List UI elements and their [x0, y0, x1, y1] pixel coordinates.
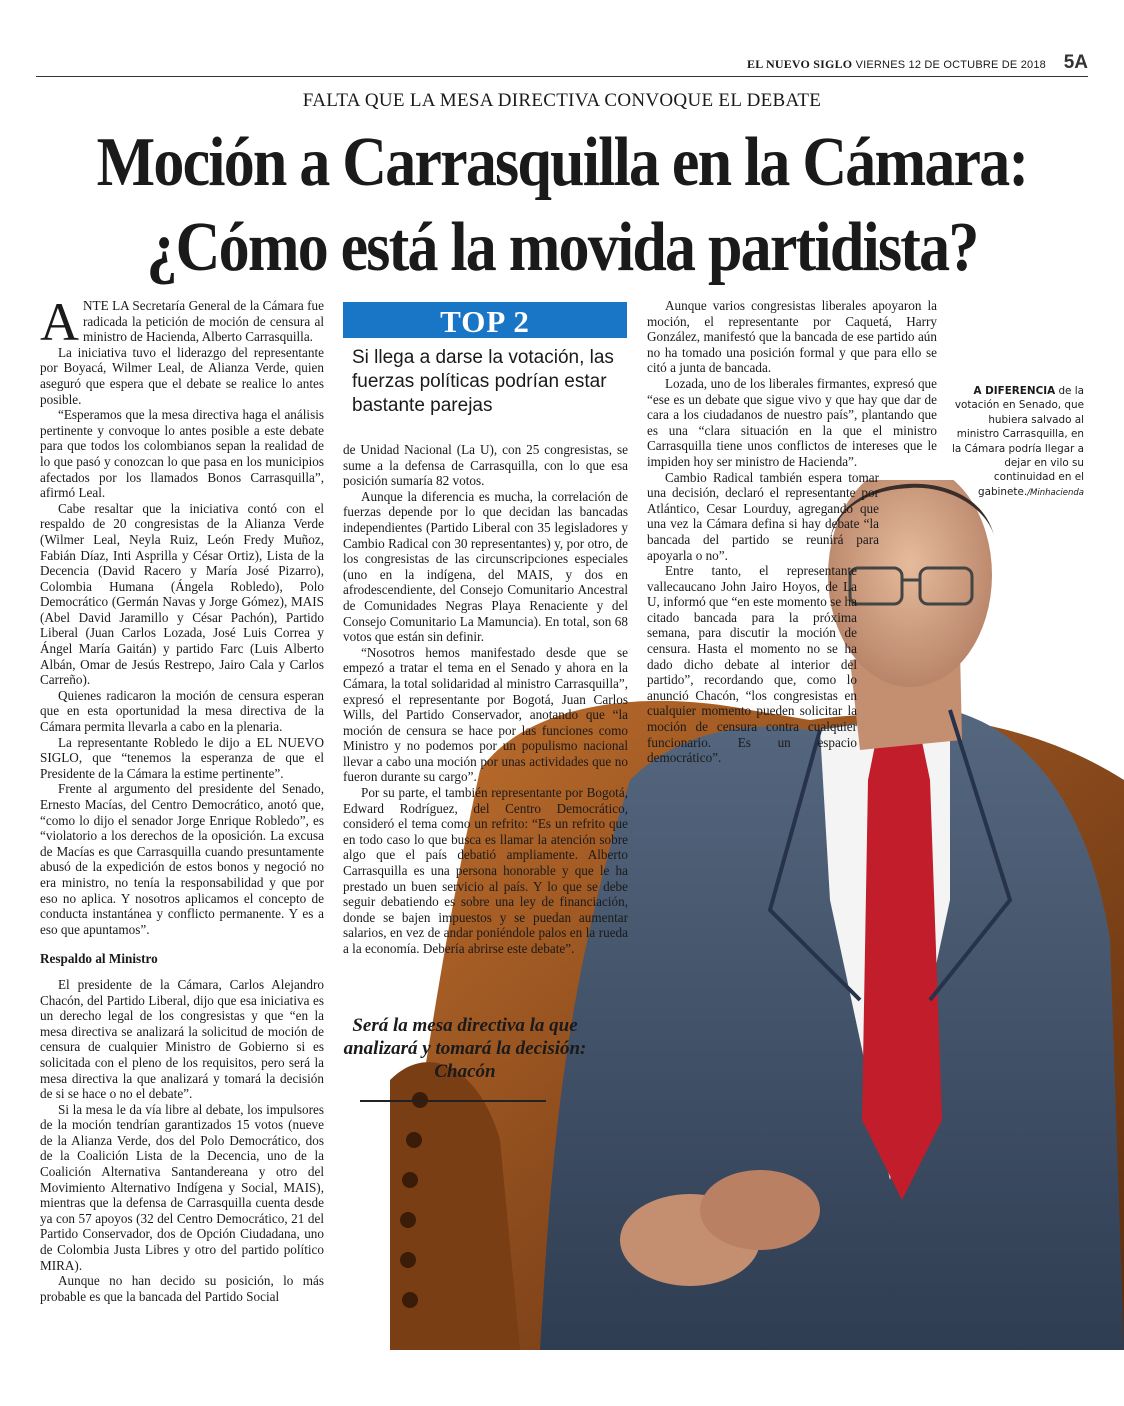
- paragraph: Lozada, uno de los liberales firmantes, expresó que “ese es un debate que sigue vivo y que hay que dar de cara a los ciudadanos de nuestro país”, plantando que es una “clara situación en la que el ministro Carrasquilla tiene unos conflictos de intereses que le impiden hoy ser ministro de Hacienda”.: [647, 375, 937, 469]
- section-subhead: Respaldo al Ministro: [40, 951, 158, 967]
- masthead-meta: [747, 57, 1046, 72]
- top-rule: [36, 76, 1088, 77]
- article-column-3: [647, 298, 937, 766]
- paragraph: NTE LA Secretaría General de la Cámara fue radicada la petición de moción de censura al ministro de Hacienda, Alberto Carrasquilla.: [83, 298, 324, 345]
- top-badge: [343, 302, 627, 338]
- paragraph: “Esperamos que la mesa directiva haga el análisis pertinente y convoque lo antes posible a este debate para que todos los colombianos sepan la realidad de lo que pasó y conozcan lo que pasa en los municipios afectados por los llamados Bonos Carrasquilla”, afirmó Leal.: [40, 407, 324, 501]
- paragraph: Cabe resaltar que la iniciativa contó con el respaldo de 20 congresistas de la Alianza Verde (Wilmer Leal, Neyla Ruiz, León Fredy Muñoz, Fabián Díaz, Inti Asprilla y César Ortiz), Lista de la Decencia (David Racero y María José Pizarro), Colombia Humana (Ángela Robledo), Polo Democrático (Germán Navas y Jorge Gómez), MAIS (Abel David Jaramillo y César Pachón), Partido Liberal (Juan Carlos Lozada, José Luis Correa y Ángel María Gaitán) y partido Farc (Luis Alberto Albán, Omar de Jesús Restrepo, Jairo Cala y Carlos Carreño).: [40, 500, 324, 688]
- edition-date: VIERNES 12 DE OCTUBRE DE 2018: [855, 59, 1046, 71]
- paragraph: Si la mesa le da vía libre al debate, los impulsores de la moción tendrían garantizados 15 votos (nueve de la Alianza Verde, dos del Polo Democrático, dos de la Coalición Lista de la Decencia, uno de la Coalición Alternativa Santandereana y otro del Movimiento Alternativo Indígena y Social, MAIS), mientras que la defensa de Carrasquilla cuenta desde ya con 57 apoyos (32 del Centro Democrático, 21 del Partido Conservador, dos de Opción Ciudadana, uno de Colombia Justa Libres y otro del partido político MIRA).: [40, 1101, 324, 1273]
- headline: [0, 120, 1124, 290]
- paragraph: Quienes radicaron la moción de censura esperan que en esta oportunidad la mesa directiva de la Cámara permita llevarla a cabo en la plenaria.: [40, 687, 324, 735]
- masthead: [36, 52, 1088, 72]
- paragraph: “Nosotros hemos manifestado desde que se empezó a tratar el tema en el Senado y ahora en la Cámara, la total solidaridad al ministro Carrasquilla”, expresó el representante por Bogotá, Juan Carlos Wills, del Partido Conservador, anotando que “la moción de censura se hace por las funciones como Ministro y no podemos por un populismo nacional llevar a cabo una moción por unas actividades que no fueron durante su cargo”.: [343, 644, 628, 785]
- caption-text: de la votación en Senado, que hubiera salvado al ministro Carrasquilla, en la Cámara podría llegar a dejar en vilo su continuidad en el gabinete.: [951, 385, 1084, 498]
- kicker: FALTA QUE LA MESA DIRECTIVA CONVOQUE EL DEBATE: [302, 90, 822, 111]
- pull-quote: Será la mesa directiva la que analizará y tomará la decisión: Chacón: [343, 1015, 587, 1082]
- paragraph: El presidente de la Cámara, Carlos Alejandro Chacón, del Partido Liberal, dijo que esa iniciativa es un derecho legal de los congresistas y que “en la mesa directiva se analizará la solicitud de moción de censura de cualquier Ministro de Gobierno si es solicitada con el pleno de los requisitos, pero será la mesa directiva la que analizará y tomará la decisión de si se hace o no el debate”.: [40, 976, 324, 1102]
- paragraph: Aunque varios congresistas liberales apoyaron la moción, el representante por Caquetá, Harry González, manifestó que la bancada de ese partido aún no ha tomado una posición formal y que para ello se citó a junta de bancada.: [647, 298, 937, 376]
- paragraph: Entre tanto, el representante vallecaucano John Jairo Hoyos, de La U, informó que “en este momento se ha citado bancada para la próxima semana, para discutir la moción de censura. Hasta el momento no se ha dado dicho debate al interior del partido”, recordando que, como lo anunció Chacón, “los congresistas en cualquier momento pueden solicitar la moción de censura contra cualquier funcionario. Es un espacio democrático”.: [647, 563, 857, 766]
- paragraph: Frente al argumento del presidente del Senado, Ernesto Macías, del Centro Democrático, anotó que, “como lo dijo el senador Jorge Enrique Robledo”, es “violatorio a los derechos de la oposición. La excusa de Macías es que Carrasquilla cuando presuntamente abusó de la expedición de estos bonos y negoció no era ministro, no tenía la responsabilidad y que por eso no aplica. Y nosotros aplicamos el concepto de conducta instantánea y conflicto permanente. Y es a eso que apuntamos”.: [40, 781, 324, 937]
- photo-credit: /Minhacienda: [1027, 487, 1084, 498]
- paragraph: Aunque no han decido su posición, lo más probable es que la bancada del Partido Social: [40, 1273, 324, 1304]
- photo-caption: [948, 384, 1084, 500]
- pull-quote-rule: [360, 1100, 546, 1102]
- headline-line-2: ¿Cómo está la movida partidista?: [146, 209, 978, 286]
- drop-cap: A: [40, 292, 79, 352]
- paragraph: Por su parte, el también representante por Bogotá, Edward Rodríguez, del Centro Democrático, consideró el tema como un refrito: “Es un refrito que en todo caso lo que busca es llamar la atención sobre algo que el país debatió ampliamente. Alberto Carrasquilla es una persona honorable y que le ha prestado un buen servicio al país. Y lo que se debe seguir debatiendo es sobre una ley de financiación, donde se bajen impuestos y se puedan aumentar salarios, en vez de andar poniéndole palos en la rueda a la economía. Debería abrirse este debate”.: [343, 785, 628, 956]
- top-subtitle: Si llega a darse la votación, las fuerzas políticas podrían estar bastante parejas: [352, 347, 614, 416]
- top-badge-label: TOP 2: [440, 304, 530, 339]
- paper-name: EL NUEVO SIGLO: [747, 57, 853, 71]
- headline-line-1: Moción a Carrasquilla en la Cámara:: [96, 124, 1028, 201]
- article-column-1: [40, 292, 324, 1304]
- paragraph: de Unidad Nacional (La U), con 25 congresistas, se sume a la defensa de Carrasquilla, con lo que esa posición sumaría 82 votos.: [343, 442, 628, 489]
- paragraph: Cambio Radical también espera tomar una decisión, declaró el representante por Atlántico, Cesar Lourduy, agregando que una vez la Cámara defina si hay debate “la bancada del partido se reunirá para apoyarla o no”.: [647, 469, 879, 563]
- paragraph: Aunque la diferencia es mucha, la correlación de fuerzas depende por lo que decidan las bancadas independientes (Partido Liberal con 35 legisladores y Cambio Radical con 30 representantes) y, por otro, de los congresistas de las circunscripciones especiales (uno en la indígena, del MAIS, y dos en afrodescendiente, del Consejo Comunitario Ancestral de Comunidades Negras Playa Renaciente y del Consejo Comunitario La Mamuncia). En total, son 68 votos que están sin definir.: [343, 488, 628, 645]
- paragraph: La representante Robledo le dijo a EL NUEVO SIGLO, que “tenemos la esperanza de que el Presidente de la Cámara la estime pertinente”.: [40, 734, 324, 781]
- caption-lead: A DIFERENCIA: [973, 385, 1056, 397]
- article-column-2: [343, 442, 628, 957]
- paragraph: La iniciativa tuvo el liderazgo del representante por Boyacá, Wilmer Leal, de Alianza Verde, quien aseguró que espera que el debate se realice lo antes posible.: [40, 344, 324, 407]
- page-number: 5A: [1063, 52, 1088, 73]
